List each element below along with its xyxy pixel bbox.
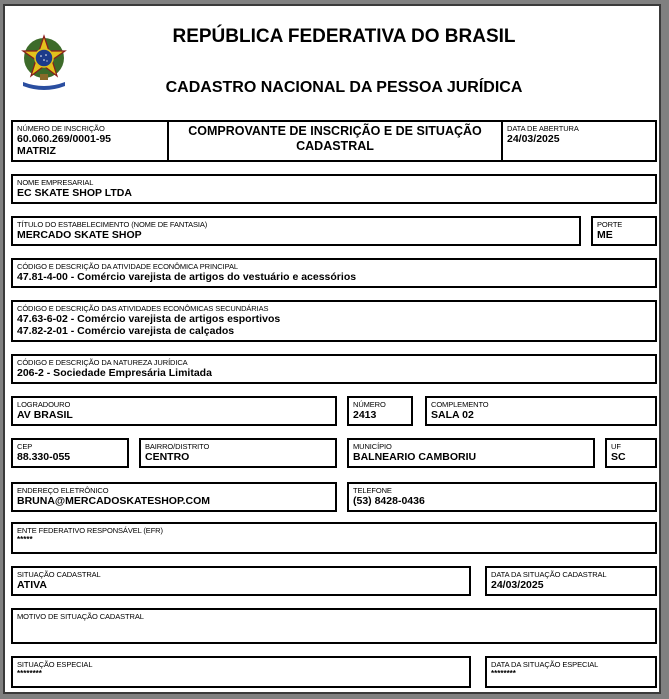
label: DATA DA SITUAÇÃO ESPECIAL	[491, 660, 599, 669]
value: BALNEARIO CAMBORIU	[353, 451, 477, 463]
value: 88.330-055	[17, 451, 71, 463]
label: NOME EMPRESARIAL	[17, 178, 94, 187]
label: SITUAÇÃO ESPECIAL	[17, 660, 93, 669]
field-email	[11, 482, 337, 512]
field-porte	[591, 216, 657, 246]
value: SALA 02	[431, 409, 474, 421]
label: MUNICÍPIO	[353, 442, 392, 451]
label: DATA DA SITUAÇÃO CADASTRAL	[491, 570, 607, 579]
value: BRUNA@MERCADOSKATESHOP.COM	[17, 495, 211, 507]
value: 47.81-4-00 - Comércio varejista de artigos do vestuário e acessórios	[17, 271, 357, 283]
field-logradouro	[11, 396, 337, 426]
cnpj-document	[3, 4, 661, 694]
label: TELEFONE	[353, 486, 392, 495]
value: 24/03/2025	[507, 133, 560, 145]
field-nome-fantasia	[11, 216, 581, 246]
field-situacao-especial	[11, 656, 471, 688]
label: DATA DE ABERTURA	[507, 124, 579, 133]
field-cep	[11, 438, 129, 468]
field-municipio	[347, 438, 595, 468]
field-numero-inscricao	[11, 120, 169, 162]
field-complemento	[425, 396, 657, 426]
label: UF	[611, 442, 621, 451]
label: NÚMERO DE INSCRIÇÃO	[17, 124, 105, 133]
label: CEP	[17, 442, 33, 451]
label: MOTIVO DE SITUAÇÃO CADASTRAL	[17, 612, 144, 621]
value: ME	[597, 229, 613, 241]
value: SC	[611, 451, 626, 463]
field-situacao-cadastral	[11, 566, 471, 596]
value: ********	[17, 669, 42, 678]
label: ENDEREÇO ELETRÔNICO	[17, 486, 109, 495]
field-telefone	[347, 482, 657, 512]
value: MERCADO SKATE SHOP	[17, 229, 142, 241]
field-natureza-juridica	[11, 354, 657, 384]
field-data-situacao-especial	[485, 656, 657, 688]
value: ATIVA	[17, 579, 47, 591]
label: PORTE	[597, 220, 623, 229]
field-bairro	[139, 438, 337, 468]
value: EC SKATE SHOP LTDA	[17, 187, 132, 199]
field-data-situacao-cadastral	[485, 566, 657, 596]
header-title-text: REPÚBLICA FEDERATIVA DO BRASIL	[172, 26, 516, 47]
value: 206-2 - Sociedade Empresária Limitada	[17, 367, 212, 379]
label: TÍTULO DO ESTABELECIMENTO (NOME DE FANTASIA)	[17, 220, 208, 229]
label: BAIRRO/DISTRITO	[145, 442, 210, 451]
value: AV BRASIL	[17, 409, 73, 421]
value-item: 47.63-6-02 - Comércio varejista de artigos esportivos	[17, 313, 281, 325]
value: *****	[17, 535, 33, 544]
label: COMPLEMENTO	[431, 400, 489, 409]
field-motivo-situacao	[11, 608, 657, 644]
label: SITUAÇÃO CADASTRAL	[17, 570, 101, 579]
header-subtitle	[5, 79, 659, 97]
field-atividade-principal	[11, 258, 657, 288]
header-subtitle-text: CADASTRO NACIONAL DA PESSOA JURÍDICA	[165, 79, 523, 96]
value: 24/03/2025	[491, 579, 544, 591]
value: (53) 8428-0436	[353, 495, 425, 507]
label: ENTE FEDERATIVO RESPONSÁVEL (EFR)	[17, 526, 163, 535]
field-data-abertura	[501, 120, 657, 162]
label: CÓDIGO E DESCRIÇÃO DA NATUREZA JURÍDICA	[17, 358, 188, 367]
label: NÚMERO	[353, 400, 386, 409]
value-item: 47.82-2-01 - Comércio varejista de calçados	[17, 325, 235, 337]
document-title: COMPROVANTE DE INSCRIÇÃO E DE SITUAÇÃO CADASTRAL	[167, 120, 503, 162]
field-numero	[347, 396, 413, 426]
value: ********	[491, 669, 516, 678]
label: CÓDIGO E DESCRIÇÃO DAS ATIVIDADES ECONÔMICAS SECUNDÁRIAS	[17, 304, 269, 313]
field-uf	[605, 438, 657, 468]
label: CÓDIGO E DESCRIÇÃO DA ATIVIDADE ECONÔMICA PRINCIPAL	[17, 262, 238, 271]
value: 2413	[353, 409, 377, 421]
field-atividades-secundarias	[11, 300, 657, 342]
field-nome-empresarial	[11, 174, 657, 204]
value: 60.060.269/0001-95	[17, 133, 112, 145]
field-efr	[11, 522, 657, 554]
value-secondary: MATRIZ	[17, 145, 56, 157]
value: CENTRO	[145, 451, 190, 463]
header-title	[5, 26, 659, 48]
label: LOGRADOURO	[17, 400, 71, 409]
